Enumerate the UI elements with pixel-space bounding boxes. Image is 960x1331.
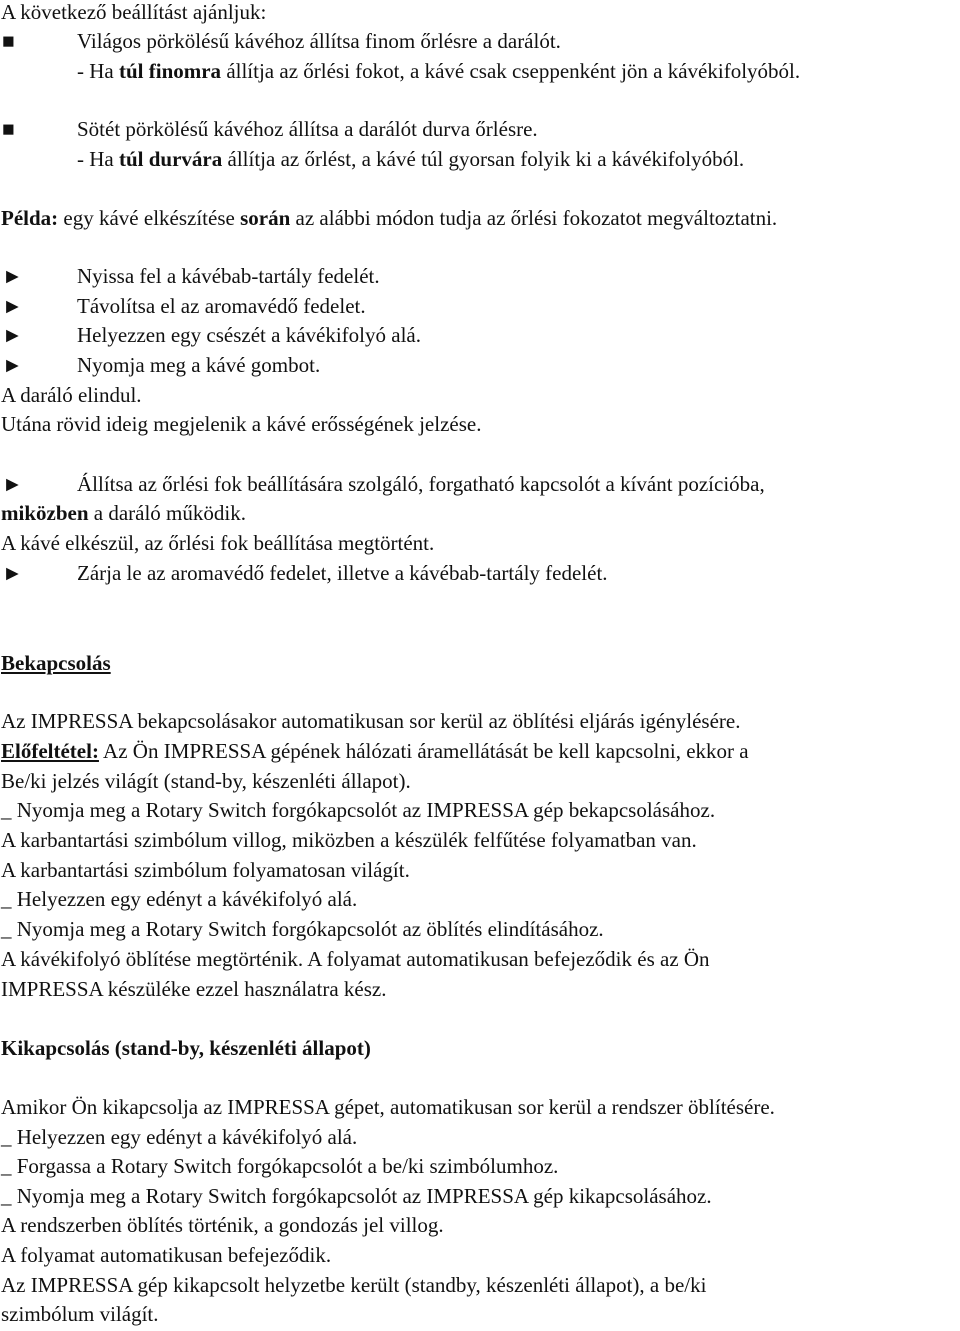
- power-off-line: A rendszerben öblítés történik, a gondozás jel villog.: [1, 1213, 444, 1237]
- step-text: Távolítsa el az aromavédő fedelet.: [77, 294, 366, 318]
- adjust-text: Állítsa az őrlési fok beállítására szolgáló, forgatható kapcsolót a kívánt pozícióba,: [77, 472, 765, 496]
- power-on-line: A kávékifolyó öblítése megtörténik. A folyamat automatikusan befejeződik és az Ön: [1, 947, 710, 971]
- arrow-bullet-icon: ►: [2, 353, 23, 377]
- dark-roast-text: Sötét pörkölésű kávéhoz állítsa a darálót durva őrlésre.: [77, 117, 538, 141]
- step-text: Nyissa fel a kávébab-tartály fedelét.: [77, 264, 380, 288]
- power-on-line: _ Nyomja meg a Rotary Switch forgókapcsolót az IMPRESSA gép bekapcsolásához.: [1, 798, 716, 822]
- power-on-line: Az IMPRESSA bekapcsolásakor automatikusan sor kerül az öblítési eljárás igénylésére.: [1, 709, 741, 733]
- example-line: Példa: egy kávé elkészítése során az alábbi módon tudja az őrlési fokozatot megváltoztatni.: [1, 206, 778, 230]
- power-off-line: Az IMPRESSA gép kikapcsolt helyzetbe került (standby, készenléti állapot), a be/ki: [1, 1273, 707, 1297]
- power-on-line: A karbantartási szimbólum villog, miközben a készülék felfűtése folyamatban van.: [1, 828, 697, 852]
- power-off-heading: Kikapcsolás (stand-by, készenléti állapot): [1, 1036, 371, 1060]
- power-on-line: IMPRESSA készüléke ezzel használatra kész.: [1, 977, 387, 1001]
- strength-display-text: Utána rövid ideig megjelenik a kávé erősségének jelzése.: [1, 412, 482, 436]
- arrow-bullet-icon: ►: [2, 323, 23, 347]
- power-on-line: _ Helyezzen egy edényt a kávékifolyó alá.: [1, 887, 358, 911]
- power-on-heading: Bekapcsolás: [1, 651, 111, 675]
- step-text: Nyomja meg a kávé gombot.: [77, 353, 321, 377]
- light-roast-text: Világos pörkölésű kávéhoz állítsa finom őrlésre a darálót.: [77, 29, 561, 53]
- light-roast-note: - Ha túl finomra állítja az őrlési fokot, a kávé csak cseppenként jön a kávékifolyóból.: [77, 59, 801, 83]
- power-off-line: _ Forgassa a Rotary Switch forgókapcsolót a be/ki szimbólumhoz.: [1, 1154, 559, 1178]
- power-on-line: _ Nyomja meg a Rotary Switch forgókapcsolót az öblítés elindításához.: [1, 917, 604, 941]
- arrow-bullet-icon: ►: [2, 472, 23, 496]
- power-on-line: Be/ki jelzés világít (stand-by, készenléti állapot).: [1, 769, 411, 793]
- arrow-bullet-icon: ►: [2, 294, 23, 318]
- arrow-bullet-icon: ►: [2, 264, 23, 288]
- power-off-line: _ Helyezzen egy edényt a kávékifolyó alá.: [1, 1125, 358, 1149]
- adjust-continuation: miközben a daráló működik.: [1, 501, 246, 525]
- coffee-done-text: A kávé elkészül, az őrlési fok beállítása megtörtént.: [1, 531, 435, 555]
- intro-line: A következő beállítást ajánljuk:: [1, 0, 267, 24]
- square-bullet-icon: ■: [2, 117, 15, 141]
- arrow-bullet-icon: ►: [2, 561, 23, 585]
- power-off-line: szimbólum világít.: [1, 1302, 159, 1326]
- power-off-line: Amikor Ön kikapcsolja az IMPRESSA gépet, automatikusan sor kerül a rendszer öblítésére.: [1, 1095, 775, 1119]
- grinder-starts-text: A daráló elindul.: [1, 383, 142, 407]
- precondition-line: Előfeltétel: Az Ön IMPRESSA gépének hálózati áramellátását be kell kapcsolni, ekkor a: [1, 739, 749, 763]
- power-on-line: A karbantartási szimbólum folyamatosan világít.: [1, 858, 410, 882]
- close-text: Zárja le az aromavédő fedelet, illetve a kávébab-tartály fedelét.: [77, 561, 608, 585]
- square-bullet-icon: ■: [2, 29, 15, 53]
- dark-roast-note: - Ha túl durvára állítja az őrlést, a kávé túl gyorsan folyik ki a kávékifolyóból.: [77, 147, 745, 171]
- step-text: Helyezzen egy csészét a kávékifolyó alá.: [77, 323, 421, 347]
- power-off-line: _ Nyomja meg a Rotary Switch forgókapcsolót az IMPRESSA gép kikapcsolásához.: [1, 1184, 712, 1208]
- power-off-line: A folyamat automatikusan befejeződik.: [1, 1243, 332, 1267]
